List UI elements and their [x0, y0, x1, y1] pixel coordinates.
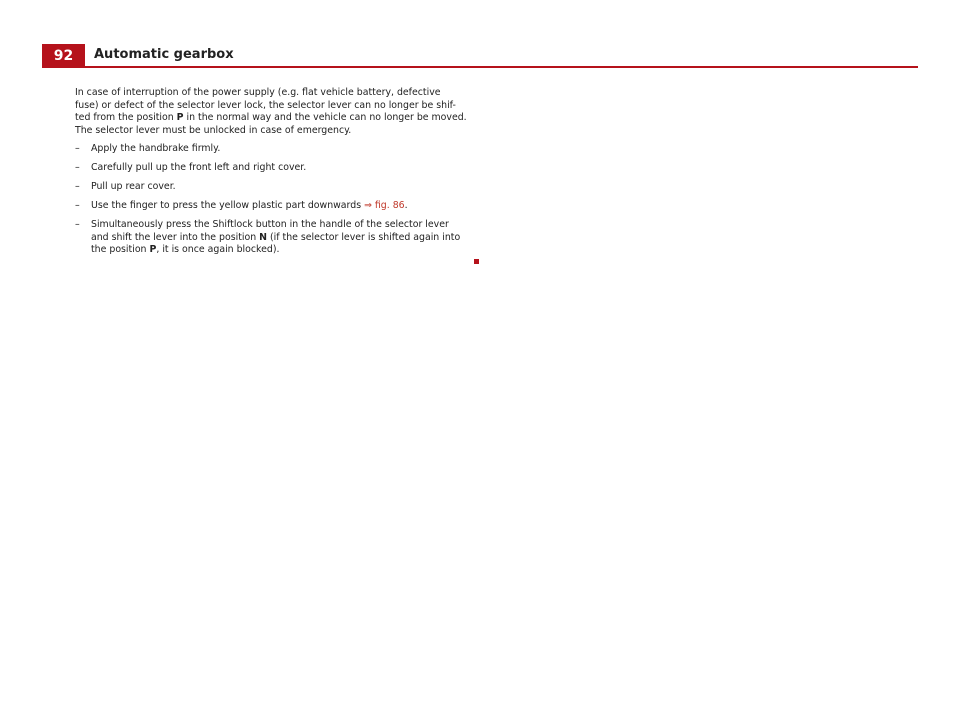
dash-bullet: –: [75, 143, 80, 154]
intro-line: The selector lever must be unlocked in case of emergency.: [75, 124, 352, 136]
figure-reference-link[interactable]: ⇒ fig. 86: [364, 200, 405, 211]
dash-bullet: –: [75, 181, 80, 192]
step-text-part: the position: [91, 244, 150, 255]
page-header: [42, 44, 918, 68]
step-text: [91, 232, 475, 245]
step-text: Apply the handbrake firmly.: [91, 143, 221, 154]
page-number: 92: [42, 44, 85, 68]
step-text-part: , it is once again blocked).: [156, 244, 280, 255]
step-text-part: Use the finger to press the yellow plastic part downwards: [91, 200, 365, 211]
step-text-part: (if the selector lever is shifted again into: [267, 231, 461, 243]
intro-paragraph: [75, 87, 475, 137]
header-divider: [42, 66, 918, 68]
step-item: [75, 200, 475, 213]
position-p-label: P: [176, 112, 184, 123]
step-text: [91, 200, 475, 213]
dash-bullet: –: [75, 200, 80, 211]
step-text: Simultaneously press the Shiftlock button in the handle of the selector lever: [91, 219, 449, 230]
step-text: Carefully pull up the front left and right cover.: [91, 162, 307, 173]
step-list: [75, 143, 475, 257]
dash-bullet: –: [75, 219, 80, 230]
page-title: Automatic gearbox: [94, 47, 234, 62]
step-text: Pull up rear cover.: [91, 181, 176, 192]
section-end-square-icon: [474, 259, 479, 264]
intro-text: in the normal way and the vehicle can no longer be moved.: [183, 112, 467, 123]
intro-line: In case of interruption of the power supply (e.g. flat vehicle battery, defective: [75, 87, 441, 98]
intro-line: [75, 112, 475, 125]
intro-text: ted from the position: [75, 112, 177, 123]
step-text: [91, 244, 475, 257]
step-text-part: and shift the lever into the position: [91, 231, 260, 243]
intro-line: fuse) or defect of the selector lever lock, the selector lever can no longer be shif-: [75, 99, 456, 111]
step-item: [75, 181, 475, 194]
step-item: [75, 143, 475, 156]
dash-bullet: –: [75, 162, 80, 173]
position-p-label: P: [149, 244, 157, 255]
step-item: [75, 219, 475, 257]
step-text-part: .: [404, 200, 408, 211]
step-item: [75, 162, 475, 175]
body-text: [75, 87, 475, 263]
position-n-label: N: [259, 231, 268, 243]
